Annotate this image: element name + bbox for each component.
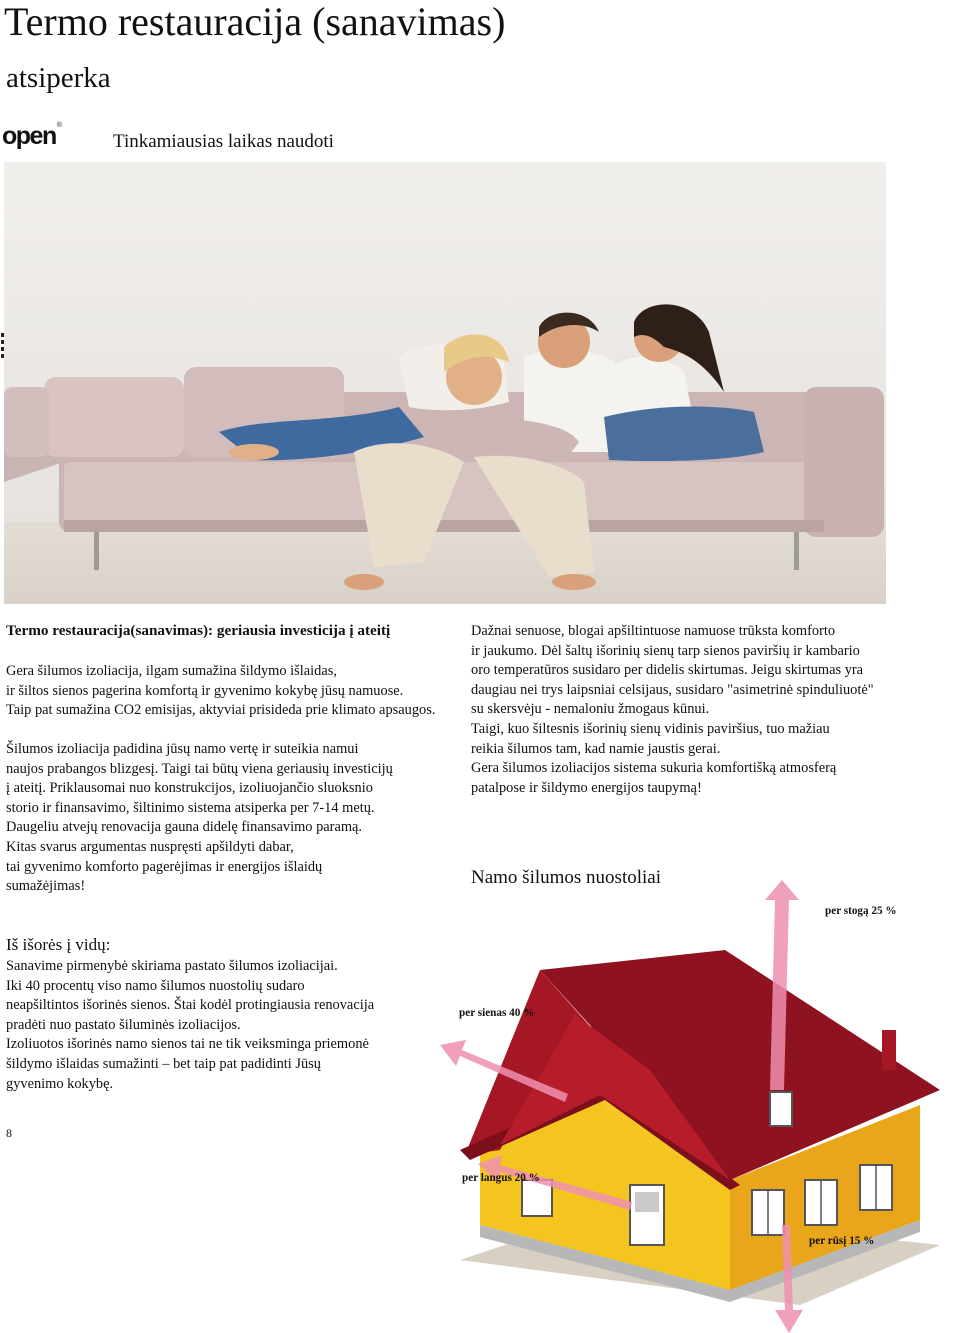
registered-mark: ® bbox=[56, 122, 62, 129]
page-subtitle: atsiperka bbox=[6, 62, 111, 94]
loss-label-walls: per sienas 40 % bbox=[459, 1007, 535, 1019]
inside-out-heading: Iš išorės į vidų: bbox=[6, 935, 111, 954]
text-line: Izoliuotos išorinės namo sienos tai ne tik veiksminga priemonė bbox=[6, 1036, 369, 1053]
text-line: Taip pat sumažina CO2 emisijas, aktyviai prisideda prie klimato apsaugos. bbox=[6, 702, 436, 719]
text-line: gyvenimo kokybę. bbox=[6, 1075, 114, 1092]
text-line: šildymo išlaidas sumažinti – bet taip pat padidinti Jūsų bbox=[6, 1055, 321, 1072]
left-paragraph-1 bbox=[6, 662, 461, 721]
page-number: 8 bbox=[6, 1126, 12, 1140]
text-line: Daugeliu atvejų renovacija gauna didelę finansavimo paramą. bbox=[6, 819, 363, 836]
text-line: naujos prabangos blizgesį. Taigi tai būtų viena geriausių investicijų bbox=[6, 760, 393, 777]
text-line: storio ir finansavimo, šiltinimo sistema atsiperka per 7-14 metų. bbox=[6, 799, 375, 816]
tagline: Tinkamiausias laikas naudoti bbox=[113, 131, 334, 152]
text-line: tai gyvenimo komforto pagerėjimas ir energijos išlaidų bbox=[6, 858, 323, 875]
loss-label-windows: per langus 20 % bbox=[462, 1172, 540, 1184]
text-line: Sanavime pirmenybė skiriama pastato šilumos izoliacijai. bbox=[6, 958, 338, 974]
text-line: į ateitį. Priklausomai nuo konstrukcijos, izoliuojančio sluoksnio bbox=[6, 780, 373, 797]
inside-out-paragraph bbox=[6, 957, 406, 1094]
text-line: patalpose ir šildymo energijos taupymą! bbox=[471, 779, 702, 796]
text-line: Iki 40 procentų viso namo šilumos nuostolių sudaro bbox=[6, 977, 305, 994]
text-line: pradėti nuo pastato šiluminės izoliacijos. bbox=[6, 1016, 241, 1033]
text-line: su skersvėju - nemaloniu žmogaus kūnui. bbox=[471, 701, 710, 718]
text-line: ir šiltos sienos pagerina komfortą ir gyvenimo kokybę jūsų namuose. bbox=[6, 682, 404, 699]
loss-label-roof: per stogą 25 % bbox=[825, 905, 897, 917]
chimney bbox=[882, 1030, 896, 1070]
text-line: ir jaukumo. Dėl šaltų išorinių sienų tarp sienos paviršių ir kambario bbox=[471, 642, 860, 659]
diagram-title: Namo šilumos nuostoliai bbox=[471, 867, 661, 888]
loss-label-basement: per rūsį 15 % bbox=[809, 1235, 875, 1247]
attic-window bbox=[770, 1092, 792, 1126]
text-line: Šilumos izoliacija padidina jūsų namo vertę ir suteikia namui bbox=[6, 741, 359, 757]
text-line: Dažnai senuose, blogai apšiltintuose namuose trūksta komforto bbox=[471, 623, 836, 639]
text-line: neapšiltintos išorinės sienos. Štai kodėl protingiausia renovacija bbox=[6, 997, 375, 1014]
left-heading: Termo restauracija(sanavimas): geriausia investicija į ateitį bbox=[6, 622, 391, 639]
family-on-sofa-photo bbox=[4, 162, 886, 604]
text-line: oro temperatūros susidaro per didelis skirtumas. Jeigu skirtumas yra bbox=[471, 662, 864, 679]
open-logo bbox=[2, 122, 62, 154]
right-paragraph bbox=[471, 622, 921, 798]
left-paragraph-2 bbox=[6, 740, 461, 897]
text-line: daugiau nei trys laipsniai celsijaus, susidaro "asimetrinė spinduliuotė" bbox=[471, 681, 874, 698]
page-title: Termo restauracija (sanavimas) bbox=[4, 0, 506, 44]
text-line: reikia šilumos tam, kad namie jaustis gerai. bbox=[471, 740, 721, 757]
house-heat-loss-diagram bbox=[440, 880, 960, 1333]
text-line: Taigi, kuo šiltesnis išorinių sienų vidinis paviršius, tuo mažiau bbox=[471, 720, 830, 737]
text-line: Gera šilumos izoliacijos sistema sukuria komfortišką atmosferą bbox=[471, 760, 837, 777]
text-line: sumažėjimas! bbox=[6, 878, 86, 895]
text-line: Gera šilumos izoliacija, ilgam sumažina šildymo išlaidas, bbox=[6, 663, 337, 679]
logo-text: open bbox=[2, 122, 56, 150]
text-line: Kitas svarus argumentas nuspręsti apšildyti dabar, bbox=[6, 838, 294, 855]
